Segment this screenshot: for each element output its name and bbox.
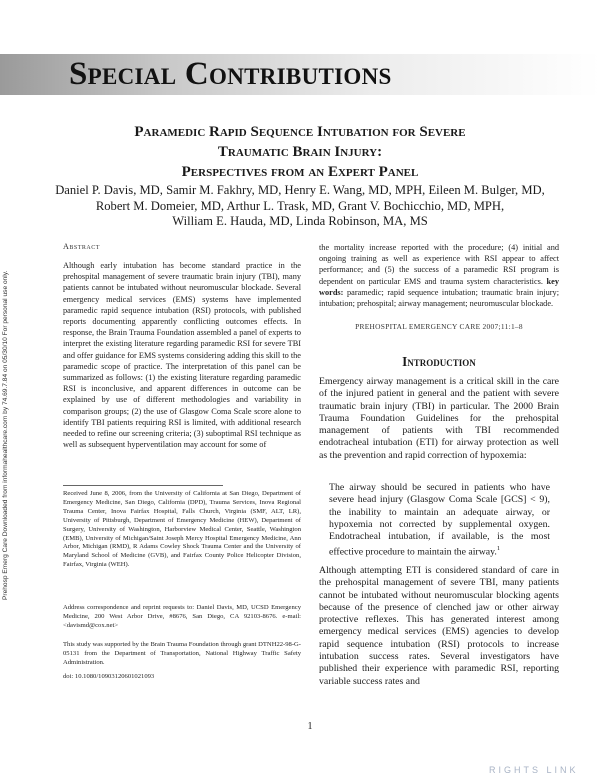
author-line: William E. Hauda, MD, Linda Robinson, MA, MS	[172, 214, 428, 228]
correspondence-note: Address correspondence and reprint requests to: Daniel Davis, MD, UCSD Emergency Medicine, 200 West Arbor Drive, #8676, San Diego, CA 92103-8676. e-mail: <davismd@cox.net>	[63, 604, 301, 629]
abstract-continuation-text: the mortality increase reported with the procedure; (4) initial and ongoing training as well as experience with RSI appear to affect performance; and (5) the success of a paramedic RSI program is dependent on particular EMS and trauma system characteristics.	[319, 243, 559, 286]
received-note: Received June 8, 2006, from the University of California at San Diego, Department of Emergency Medicine, San Diego, California (DPD), Trauma Services, Inova Regional Trauma Center, Inova Fairfax Hospital, Falls Church, Virginia (SMF, ALT, LR), University of Pittsburgh, Department of Emergency Medicine (HEW), Department of Surgery, University of Washington, Harborview Medical Center, Seattle, Washington (EMB), University of Michigan/Saint Joseph Mercy Hospital Emergency Medicine, Ann Arbor, Michigan (RMD), R Adams Cowley Shock Trauma Center and the University of Maryland School of Medicine (GVB), and Fairfax County Police Helicopter Division, Fairfax, Virginia (WEH).	[63, 490, 301, 569]
introduction-paragraph: Although attempting ETI is considered standard of care in the prehospital management of severe TBI, many patients cannot be intubated without neuromuscular blocking agents because of the presence of clenched jaw or other airway protective reflexes. This has generated interest among emergency medical services (EMS) agencies to develop rapid sequence intubation (RSI) protocols to increase intubation success rates. Several investigators have published their experience with paramedic RSI, reporting variable success rates and	[319, 565, 559, 687]
author-line: Daniel P. Davis, MD, Samir M. Fakhry, MD, Henry E. Wang, MD, MPH, Eileen M. Bulger, MD,	[55, 183, 545, 197]
doi: doi: 10.1080/10903120601021093	[63, 673, 155, 680]
introduction-paragraph: Emergency airway management is a critical skill in the care of the injured patient in general and the patient with severe traumatic brain injury (TBI) in particular. The 2000 Brain Trauma Foundation Guidelines for the prehospital management of patients with TBI recommended endotracheal intubation (ETI) for airway protection as well as the prevention and rapid correction of hypoxemia:	[319, 376, 559, 461]
download-note	[0, 200, 18, 600]
footnote-divider	[63, 485, 223, 486]
guideline-quote	[329, 482, 550, 559]
quote-text: The airway should be secured in patients who have severe head injury (Glasgow Coma Scale [GCS] < 9), the inability to maintain an adequate airway, or hypoxemia not corrected by supplemental oxygen. Endotracheal intubation, if available, is the most effective procedure to maintain the airway.	[329, 482, 550, 558]
article-title	[40, 122, 560, 182]
abstract-heading: Abstract	[63, 242, 100, 251]
title-line: Perspectives from an Expert Panel	[181, 164, 419, 180]
journal-citation: PREHOSPITAL EMERGENCY CARE 2007;11:1–8	[355, 322, 523, 331]
introduction-heading: Introduction	[402, 354, 476, 369]
abstract-continuation	[319, 242, 559, 309]
title-line: Paramedic Rapid Sequence Intubation for Severe	[134, 124, 466, 140]
keywords-text: paramedic; rapid sequence intubation; traumatic brain injury; intubation; prehospital; airway management; neuromuscular blockade.	[319, 287, 559, 309]
author-list	[40, 183, 560, 230]
abstract-text: Although early intubation has become standard practice in the prehospital management of severe traumatic brain injury (TBI), many patients cannot be intubated without neuromuscular blockade. Several emergency medical services (EMS) systems have implemented paramedic rapid sequence intubation (RSI) protocols, with published reports documenting apparently conflicting outcomes effects. In response, the Brain Trauma Foundation assembled a panel of experts to interpret the existing literature regarding paramedic RSI for severe TBI and offer guidance for EMS systems considering adding this skill to the paramedic scope of practice. The interpretation of this panel can be summarized as follows: (1) the existing literature regarding paramedic RSI is inconclusive, and apparent differences in outcome can be explained by use of different methodologies and variability in comparison groups; (2) the use of Glasgow Coma Scale score alone to identify TBI patients requiring RSI is limited, with additional research needed to refine our screening criteria; (3) suboptimal RSI technique as well as subsequent hyperventilation may account for some of	[63, 261, 301, 450]
funding-note: This study was supported by the Brain Trauma Foundation through grant DTNH22-98-G-05131 from the Department of Transportation, National Highway Traffic Safety Administration.	[63, 641, 301, 666]
publisher-mark: RIGHTS LINK	[489, 765, 579, 775]
title-line: Traumatic Brain Injury:	[217, 144, 383, 160]
reference-marker: 1	[496, 545, 501, 553]
section-title: Special Contributions	[69, 56, 392, 92]
keywords-label: key words:	[319, 276, 559, 297]
download-note-text: Prehosp Emerg Care Downloaded from informahealthcare.com by 74.69.7.84 on 05/30/10 For personal use only.	[2, 270, 9, 600]
author-line: Robert M. Domeier, MD, Arthur L. Trask, MD, Grant V. Bochicchio, MD, MPH,	[95, 198, 505, 213]
page-number: 1	[307, 721, 313, 732]
